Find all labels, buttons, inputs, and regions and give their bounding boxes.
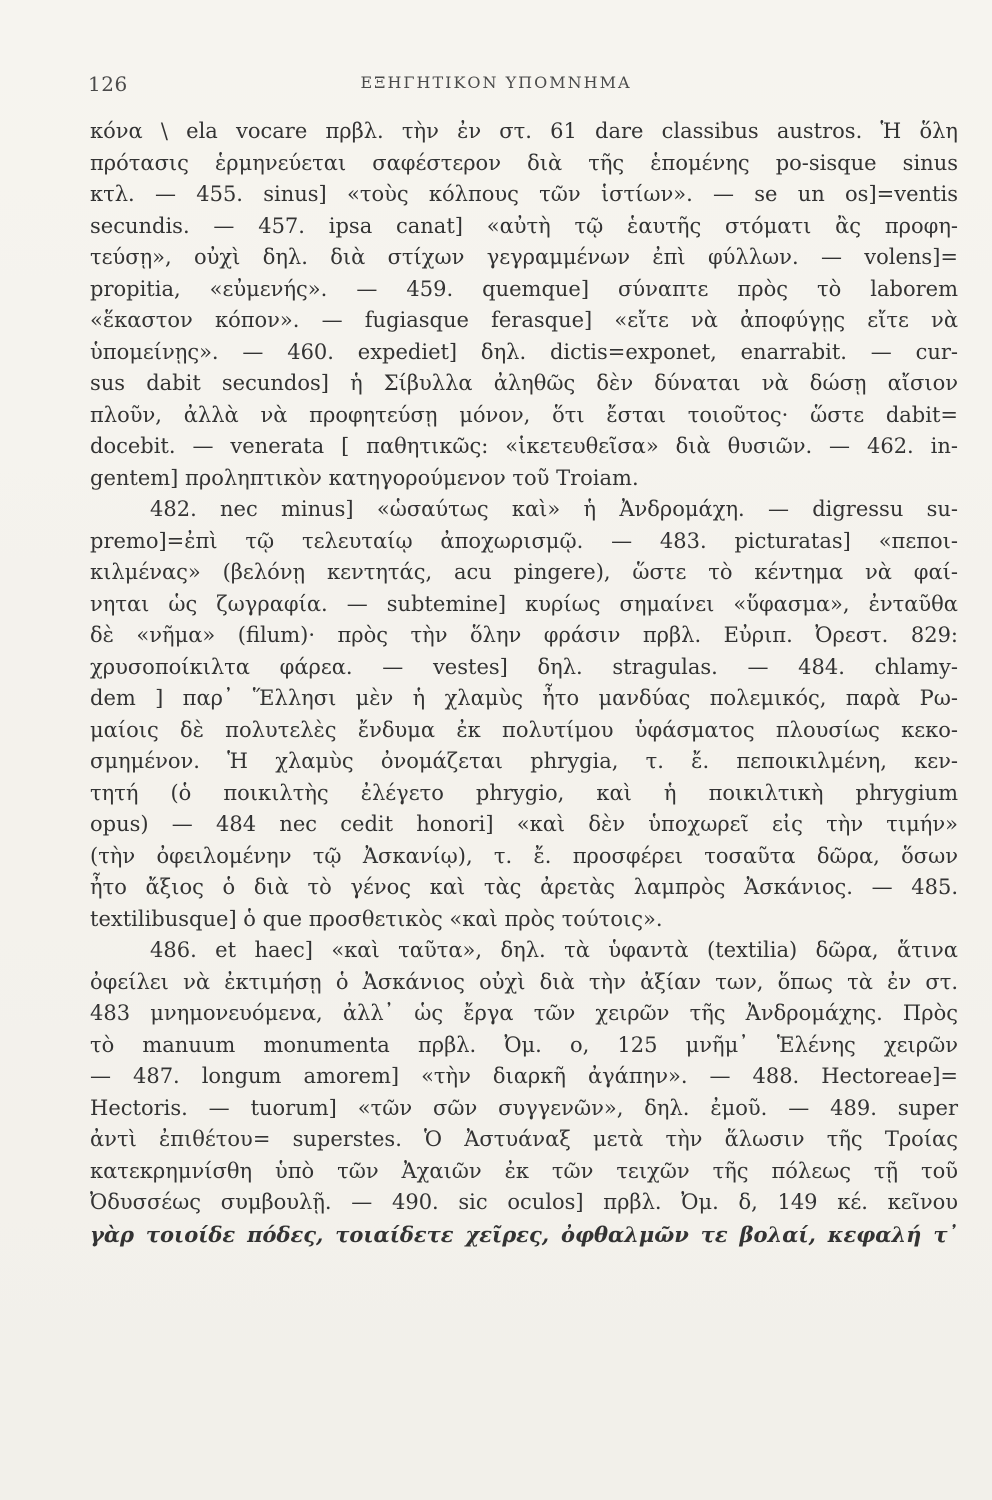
text-line: 486. et haec] «καὶ ταῦτα», δηλ. τὰ ὑφαντὰ (textilia) δῶρα, ἅτινα (150, 938, 958, 962)
text-line: ἦτο ἄξιος ὁ διὰ τὸ γένος καὶ τὰς ἀρετὰς λαμπρὸς Ἀσκάνιος. — 485. (90, 875, 958, 899)
text-line: ὀφείλει νὰ ἐκτιμήσῃ ὁ Ἀσκάνιος οὐχὶ διὰ τὴν ἀξίαν των, ὅπως τὰ ἐν στ. (90, 969, 958, 994)
text-line: dem ] παρ᾽ Ἕλλησι μὲν ἡ χλαμὺς ἦτο μανδύας πολεμικός, παρὰ Ρω- (90, 686, 958, 710)
text-line: sus dabit secundos] ἡ Σίβυλλα ἀληθῶς δὲν δύναται νὰ δώσῃ αἴσιον (90, 371, 958, 395)
text-line: (τὴν ὀφειλομένην τῷ Ἀσκανίῳ), τ. ἔ. προσφέρει τοσαῦτα δῶρα, ὅσων (90, 843, 958, 868)
text-line: opus) — 484 nec cedit honori] «καὶ δὲν ὑποχωρεῖ εἰς τὴν τιμήν» (90, 812, 958, 836)
text-line: premo]=ἐπὶ τῷ τελευταίῳ ἀποχωρισμῷ. — 483. picturatas] «πεποι- (90, 528, 958, 553)
text-line: τητή (ὁ ποικιλτὴς ἐλέγετο phrygio, καὶ ἡ ποικιλτικὴ phrygium (90, 780, 958, 805)
text-line: — 487. longum amorem] «τὴν διαρκῆ ἀγάπην». — 488. Hectoreae]= (90, 1064, 958, 1088)
page-header (0, 72, 992, 102)
commentary-text (90, 116, 958, 1250)
text-line: νηται ὡς ζωγραφία. — subtemine] κυρίως σημαίνει «ὕφασμα», ἐνταῦθα (90, 591, 958, 616)
running-title: ΕΞΗΓΗΤΙΚΟΝ ΥΠΟΜΝΗΜΑ (360, 73, 632, 92)
text-line: gentem] προληπτικὸν κατηγορούμενον τοῦ Troiam. (90, 465, 639, 490)
text-line: propitia, «εὐμενής». — 459. quemque] σύναπτε πρὸς τὸ laborem (90, 276, 958, 301)
text-line: textilibusque] ὁ que προσθετικὸς «καὶ πρὸς τούτοις». (90, 906, 663, 931)
text-line: δὲ «νῆμα» (filum)· πρὸς τὴν ὅλην φράσιν πρβλ. Εὐριπ. Ὀρεστ. 829: (90, 623, 958, 647)
text-line: σμημένον. Ἡ χλαμὺς ὀνομάζεται phrygia, τ. ἔ. πεποικιλμένη, κεν- (90, 749, 958, 773)
page-number: 126 (88, 72, 128, 96)
text-line: Ὀδυσσέως συμβουλῇ. — 490. sic oculos] πρβλ. Ὀμ. δ, 149 κέ. κεῖνου (90, 1190, 958, 1214)
text-line: 482. nec minus] «ὡσαύτως καὶ» ἡ Ἀνδρομάχη. — digressu su- (150, 497, 958, 521)
text-line: τεύσῃ», οὐχὶ δηλ. διὰ στίχων γεγραμμένων ἐπὶ φύλλων. — volens]= (90, 245, 958, 269)
text-line: κατεκρημνίσθη ὑπὸ τῶν Ἀχαιῶν ἐκ τῶν τειχῶν τῆς πόλεως τῇ τοῦ (90, 1158, 958, 1183)
text-line: docebit. — venerata [ παθητικῶς: «ἱκετευθεῖσα» διὰ θυσιῶν. — 462. in- (90, 434, 958, 458)
text-line: ὑπομείνῃς». — 460. expediet] δηλ. dictis=exponet, enarrabit. — cur- (90, 339, 958, 364)
text-line: γὰρ τοιοίδε πόδες, τοιαίδετε χεῖρες, ὀφθαλμῶν τε βολαί, κεφαλή τ᾽ (90, 1221, 958, 1247)
text-line: Hectoris. — tuorum] «τῶν σῶν συγγενῶν», δηλ. ἐμοῦ. — 489. super (90, 1095, 958, 1120)
text-line: «ἕκαστον κόπον». — fugiasque ferasque] «εἴτε νὰ ἀποφύγῃς εἴτε νὰ (90, 308, 958, 332)
text-line: μαίοις δὲ πολυτελὲς ἔνδυμα ἐκ πολυτίμου ὑφάσματος πλουσίως κεκο- (90, 717, 958, 742)
text-line: κιλμένας» (βελόνῃ κεντητάς, acu pingere), ὥστε τὸ κέντημα νὰ φαί- (90, 560, 958, 584)
text-line: κόνα \ ela vocare πρβλ. τὴν ἐν στ. 61 dare classibus austros. Ἡ ὅλη (90, 119, 958, 143)
text-line: secundis. — 457. ipsa canat] «αὐτὴ τῷ ἑαυτῆς στόματι ἂς προφη- (90, 213, 958, 238)
text-line: πρότασις ἑρμηνεύεται σαφέστερον διὰ τῆς ἑπομένης po-sisque sinus (90, 150, 958, 175)
text-line: κτλ. — 455. sinus] «τοὺς κόλπους τῶν ἱστίων». — se un os]=ventis (90, 182, 958, 206)
text-line: πλοῦν, ἀλλὰ νὰ προφητεύσῃ μόνον, ὅτι ἔσται τοιοῦτος· ὥστε dabit= (90, 402, 958, 427)
text-line: 483 μνημονευόμενα, ἀλλ᾽ ὡς ἔργα τῶν χειρῶν τῆς Ἀνδρομάχης. Πρὸς (90, 1001, 958, 1025)
text-line: τὸ manuum monumenta πρβλ. Ὀμ. ο, 125 μνῆμ᾽ Ἑλένης χειρῶν (90, 1032, 958, 1057)
text-line: ἀντὶ ἐπιθέτου= superstes. Ὁ Ἀστυάναξ μετὰ τὴν ἅλωσιν τῆς Τροίας (90, 1127, 958, 1151)
text-line: χρυσοποίκιλτα φάρεα. — vestes] δηλ. stragulas. — 484. chlamy- (90, 654, 958, 679)
